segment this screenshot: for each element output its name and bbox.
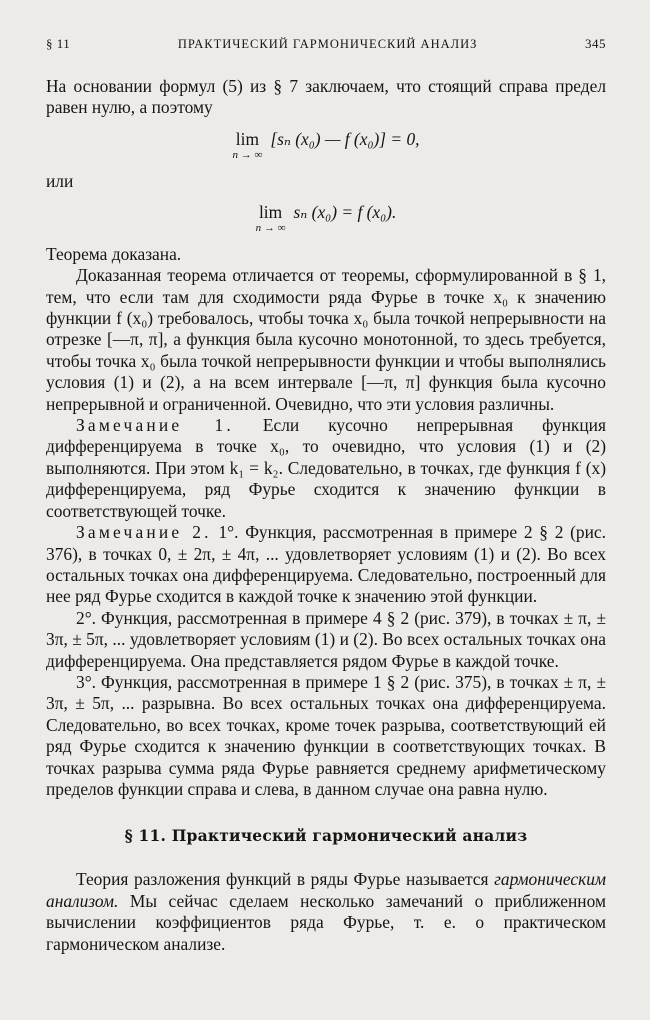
- harmonic-analysis-term: гармоническим анализом.: [46, 869, 606, 911]
- final-paragraph: [46, 869, 606, 955]
- final-paragraph-start: Теория разложения функций в ряды Фурье называется: [76, 869, 495, 890]
- lim-word: lim: [235, 128, 259, 149]
- lim-word: lim: [258, 201, 283, 222]
- final-paragraph-end: Мы сейчас сделаем несколько замечаний о приближенном вычислении коэффициентов ряда Фурье, т. е. о практическом гармоническом анализе.: [46, 890, 606, 954]
- intro-paragraph: На основании формул (5) из § 7 заключаем, что стоящий справа предел равен нулю, а поэтому: [46, 76, 606, 118]
- section-heading: § 11. Практический гармонический анализ: [124, 826, 528, 846]
- running-title: ПРАКТИЧЕСКИЙ ГАРМОНИЧЕСКИЙ АНАЛИЗ: [177, 37, 478, 51]
- remark-2-item-2: 2°. Функция, рассмотренная в примере 4 § 2 (рис. 379), в точках ± π, ± 3π, ± 5π, ... удовлетворяет условиям (1) и (2). Во всех остальных точках она дифференцируема. Она представляется рядом Фурье в каждой точке.: [46, 607, 606, 671]
- limit-operator: [232, 129, 262, 161]
- remark-1-label: Замечание 1.: [76, 415, 234, 436]
- formula-limit-equality: [46, 202, 606, 234]
- theorem-proved: Теорема доказана.: [46, 243, 182, 264]
- formula-body: [sₙ (x₀) — f (x₀)] = 0,: [270, 128, 420, 149]
- remark-2-text: 1°. Функция, рассмотренная в примере 2 § 2 (рис. 376), в точках 0, ± 2π, ± 4π, ... удовлетворяет условиям (1) и (2). Во всех остальных точках она дифференцируема. Следовательно, построенный для нее ряд Фурье сходится в каждой точке к значению этой функции.: [46, 522, 606, 607]
- running-head: [46, 36, 606, 52]
- limit-operator: [256, 202, 286, 234]
- remark-2-item-3: 3°. Функция, рассмотренная в примере 1 § 2 (рис. 375), в точках ± π, ± 3π, ± 5π, ... разрывна. Во всех остальных точках она дифференцируема. Следовательно, во всех точках, кроме точек разрыва, соответствующий ей ряд Фурье сходится к значению функции в соответствующих точках. В точках разрыва сумма ряда Фурье равняется среднему арифметическому пределов функции справа и слева, в данном случае она равна нулю.: [46, 671, 606, 799]
- remark-2: [46, 522, 606, 608]
- formula-body: sₙ (x₀) = f (x₀).: [293, 201, 397, 222]
- formula-limit-difference: [46, 129, 606, 161]
- paragraph-difference: Доказанная теорема отличается от теоремы, сформулированной в § 1, тем, что если там для сходимости ряда Фурье в точке x₀ к значению функции f (x₀) требовалось, чтобы точка x₀ была точкой непрерывности на отрезке [—π, π], а функция была кусочно монотонной, то здесь требуется, чтобы точка x₀ была точкой непрерывности функции и чтобы выполнялись условия (1) и (2), а на всем интервале [—π, π] функция была кусочно непрерывной и ограниченной. Очевидно, что эти условия различны.: [46, 265, 606, 414]
- page-number: 345: [585, 36, 606, 51]
- lim-subscript: n → ∞: [255, 221, 286, 234]
- section-mark: § 11: [46, 36, 71, 51]
- or-word: или: [46, 170, 74, 191]
- lim-subscript: n → ∞: [232, 148, 263, 161]
- remark-1: [46, 415, 606, 522]
- remark-1-text: Если кусочно непрерывная функция дифференцируема в точке x₀, то очевидно, что условия (1) и (2) выполняются. При этом k₁ = k₂. Следовательно, в точках, где функция f (x) дифференцируема, ряд Фурье сходится к значению функции в соответствующей точке.: [46, 415, 606, 521]
- remark-2-label: Замечание 2.: [76, 522, 212, 543]
